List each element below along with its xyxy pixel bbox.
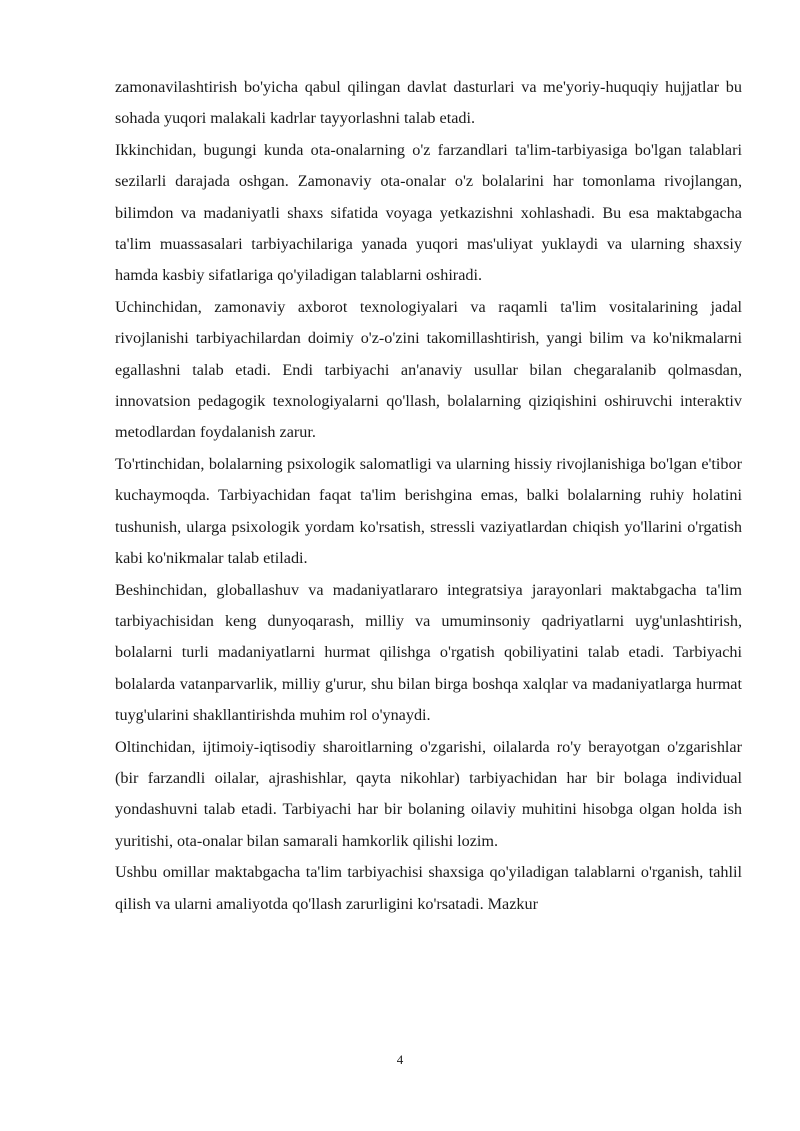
paragraph-third-factor: Uchinchidan, zamonaviy axborot texnologiyalari va raqamli ta'lim vositalarining jadal rivojlanishi tarbiyachilardan doimiy o'z-o'zini takomillashtirish, yangi bilim va ko'nikmalarni egallashni talab etadi. Endi tarbiyachi an'anaviy usullar bilan chegaralanib qolmasdan, innovatsion pedagogik texnologiyalarni qo'llash, bolalarning qiziqishini oshiruvchi interaktiv metodlardan foydalanish zarur. (115, 297, 742, 442)
paragraph-fifth-factor: Beshinchidan, globallashuv va madaniyatlararo integratsiya jarayonlari maktabgacha ta'lim tarbiyachisidan keng dunyoqarash, milliy va umuminsoniy qadriyatlarni uyg'unlashtirish, bolalarni turli madaniyatlarni hurmat qilishga o'rgatish qobiliyatini talab etadi. Tarbiyachi bolalarda vatanparvarlik, milliy g'urur, shu bilan birga boshqa xalqlar va madaniyatlarga hurmat tuyg'ularini shakllantirishda muhim rol o'ynaydi. (115, 580, 742, 725)
paragraph-fourth-factor: To'rtinchidan, bolalarning psixologik salomatligi va ularning hissiy rivojlanishiga bo'lgan e'tibor kuchaymoqda. Tarbiyachidan faqat ta'lim berishgina emas, balki bolalarning ruhiy holatini tushunish, ularga psixologik yordam ko'rsatish, stressli vaziyatlardan chiqish yo'llarini o'rgatish kabi ko'nikmalar talab etiladi. (115, 454, 742, 568)
paragraph-continuation: zamonavilashtirish bo'yicha qabul qilingan davlat dasturlari va me'yoriy-huquqiy hujjatlar bu sohada yuqori malakali kadrlar tayyorlashni talab etadi. (115, 78, 742, 128)
paragraph-conclusion: Ushbu omillar maktabgacha ta'lim tarbiyachisi shaxsiga qo'yiladigan talablarni o'rganish, tahlil qilish va ularni amaliyotda qo'llash zarurligini ko'rsatadi. Mazkur (115, 863, 742, 913)
page-number: 4 (396, 1052, 404, 1067)
paragraph-second-factor: Ikkinchidan, bugungi kunda ota-onalarning o'z farzandlari ta'lim-tarbiyasiga bo'lgan talablari sezilarli darajada oshgan. Zamonaviy ota-onalar o'z bolalarini har tomonlama rivojlangan, bilimdon va madaniyatli shaxs sifatida voyaga yetkazishni xohlashadi. Bu esa maktabgacha ta'lim muassasalari tarbiyachilariga yanada yuqori mas'uliyat yuklaydi va ularning shaxsiy hamda kasbiy sifatlariga qo'yiladigan talablarni oshiradi. (115, 140, 742, 285)
document-page (115, 72, 742, 920)
paragraph-sixth-factor: Oltinchidan, ijtimoiy-iqtisodiy sharoitlarning o'zgarishi, oilalarda ro'y berayotgan o'zgarishlar (bir farzandli oilalar, ajrashishlar, qayta nikohlar) tarbiyachidan har bir bolaga individual yondashuvni talab etadi. Tarbiyachi har bir bolaning oilaviy muhitini hisobga olgan holda ish yuritishi, ota-onalar bilan samarali hamkorlik qilishi lozim. (115, 737, 742, 850)
